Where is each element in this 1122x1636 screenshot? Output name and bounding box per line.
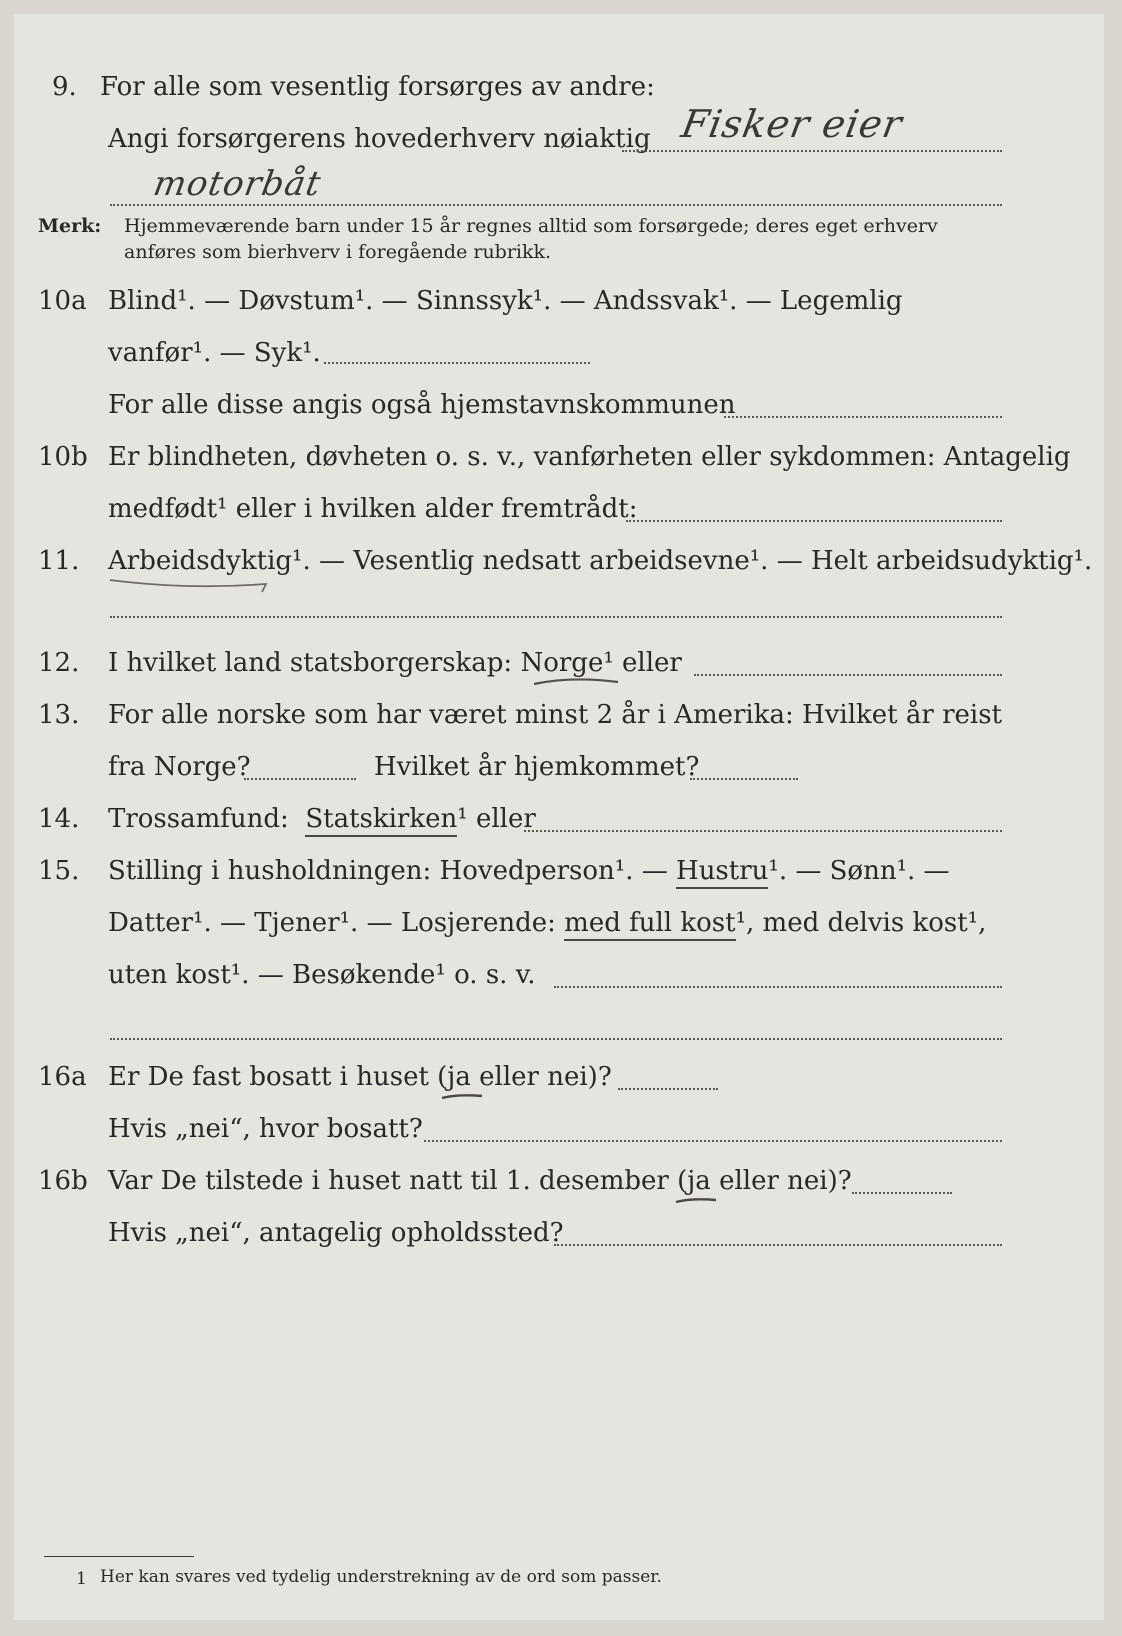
- q12-question: I hvilket land statsborgerskap:: [108, 648, 513, 678]
- q16a-line1: Er De fast bosatt i huset (ja eller nei)?: [108, 1062, 612, 1092]
- q11-rest: ¹. — Vesentlig nedsatt arbeidsevne¹. — Helt arbeidsudyktig¹.: [292, 546, 1093, 576]
- q16a-bosatt-answer-line[interactable]: [424, 1140, 1002, 1142]
- q9-answer-line-2[interactable]: [110, 204, 1002, 206]
- q16b-number: 16b: [38, 1166, 88, 1196]
- q11-answer-line[interactable]: [110, 616, 1002, 618]
- q10a-line3: For alle disse angis også hjemstavnskommunen: [108, 390, 736, 420]
- q16b-answer-line[interactable]: [852, 1192, 952, 1194]
- q10a-line2: vanfør¹. — Syk¹.: [108, 338, 321, 368]
- q15-option-hustru[interactable]: Hustru: [676, 856, 768, 889]
- q11-option-arbeidsdyktig[interactable]: Arbeidsdyktig: [108, 546, 293, 576]
- q10b-number: 10b: [38, 442, 88, 472]
- q15-line1-post: ¹. — Sønn¹. —: [768, 856, 950, 886]
- q16b-line1: Var De tilstede i huset natt til 1. desember (ja eller nei)?: [108, 1166, 852, 1196]
- q15-line2: [108, 908, 986, 938]
- q16b-opholdssted-answer-line[interactable]: [554, 1244, 1002, 1246]
- merk-line1: Hjemmeværende barn under 15 år regnes alltid som forsørgede; deres eget erhverv: [124, 215, 938, 237]
- q13-reist-answer-line[interactable]: [244, 778, 356, 780]
- q13-hjemkommet-answer-line[interactable]: [690, 778, 798, 780]
- merk-line2: anføres som bierhverv i foregående rubrikk.: [124, 241, 552, 263]
- q16a-number: 16a: [38, 1062, 87, 1092]
- q16a-line2: Hvis „nei“, hvor bosatt?: [108, 1114, 423, 1144]
- q9-handwritten-answer-2: motorbåt: [150, 164, 325, 204]
- q12-number: 12.: [38, 648, 80, 678]
- footnote-rule: [44, 1556, 194, 1557]
- q15-number: 15.: [38, 856, 80, 886]
- q14-number: 14.: [38, 804, 80, 834]
- q13-line2a: fra Norge?: [108, 752, 251, 782]
- q14-label: Trossamfund:: [108, 804, 289, 834]
- q10a-number: 10a: [38, 286, 87, 316]
- q10a-answer-line[interactable]: [324, 362, 590, 364]
- q14-post: ¹ eller: [457, 804, 536, 834]
- merk-label: Merk:: [38, 215, 102, 237]
- q13-line2b: Hvilket år hjemkommet?: [374, 752, 700, 782]
- q11-handwritten-underline: [106, 574, 276, 596]
- q15-option-med-full-kost[interactable]: med full kost: [564, 908, 735, 941]
- footnote-text: Her kan svares ved tydelig understrekning av de ord som passer.: [100, 1567, 662, 1587]
- q10a-line1: Blind¹. — Døvstum¹. — Sinnssyk¹. — Andssvak¹. — Legemlig: [108, 286, 903, 316]
- census-form-page: [14, 14, 1104, 1620]
- q15-line2-post: ¹, med delvis kost¹,: [735, 908, 987, 938]
- q15-line1: [108, 856, 950, 886]
- q12-answer-line[interactable]: [694, 674, 1002, 676]
- q10a-municipality-line[interactable]: [724, 416, 1002, 418]
- q9-line2: Angi forsørgerens hovederhverv nøiaktig: [108, 124, 651, 154]
- q10b-line2: medfødt¹ eller i hvilken alder fremtrådt:: [108, 494, 638, 524]
- q16a-answer-line[interactable]: [618, 1088, 718, 1090]
- q14-line: [108, 804, 536, 834]
- q14-answer-line[interactable]: [524, 830, 1002, 832]
- q16b-handwritten-mark-ja: [672, 1194, 722, 1208]
- q12-handwritten-underline: [532, 674, 622, 690]
- q10b-line1: Er blindheten, døvheten o. s. v., vanførheten eller sykdommen: Antagelig: [108, 442, 1071, 472]
- q9-answer-line-1[interactable]: [622, 150, 1002, 152]
- q9-number: 9.: [52, 72, 77, 102]
- q15-line1-pre: Stilling i husholdningen: Hovedperson¹. —: [108, 856, 668, 886]
- q11-number: 11.: [38, 546, 80, 576]
- q13-line1: For alle norske som har været minst 2 år i Amerika: Hvilket år reist: [108, 700, 1002, 730]
- q11-line: [108, 546, 1092, 576]
- q12-post: ¹ eller: [603, 648, 682, 678]
- q16b-line2: Hvis „nei“, antagelig opholdssted?: [108, 1218, 564, 1248]
- q15-answer-line[interactable]: [554, 986, 1002, 988]
- footnote-mark: 1: [76, 1569, 87, 1589]
- q16a-handwritten-mark-ja: [438, 1090, 488, 1104]
- q14-option-statskirken[interactable]: Statskirken: [305, 804, 457, 837]
- q13-number: 13.: [38, 700, 80, 730]
- q15-line2-pre: Datter¹. — Tjener¹. — Losjerende:: [108, 908, 556, 938]
- q9-handwritten-answer-1: Fisker eier: [678, 102, 906, 146]
- q15-extra-line[interactable]: [110, 1038, 1002, 1040]
- q15-line3: uten kost¹. — Besøkende¹ o. s. v.: [108, 960, 536, 990]
- q12-option-norge[interactable]: Norge: [520, 648, 604, 678]
- q10b-answer-line[interactable]: [626, 520, 1002, 522]
- q9-line1: For alle som vesentlig forsørges av andre:: [100, 72, 655, 102]
